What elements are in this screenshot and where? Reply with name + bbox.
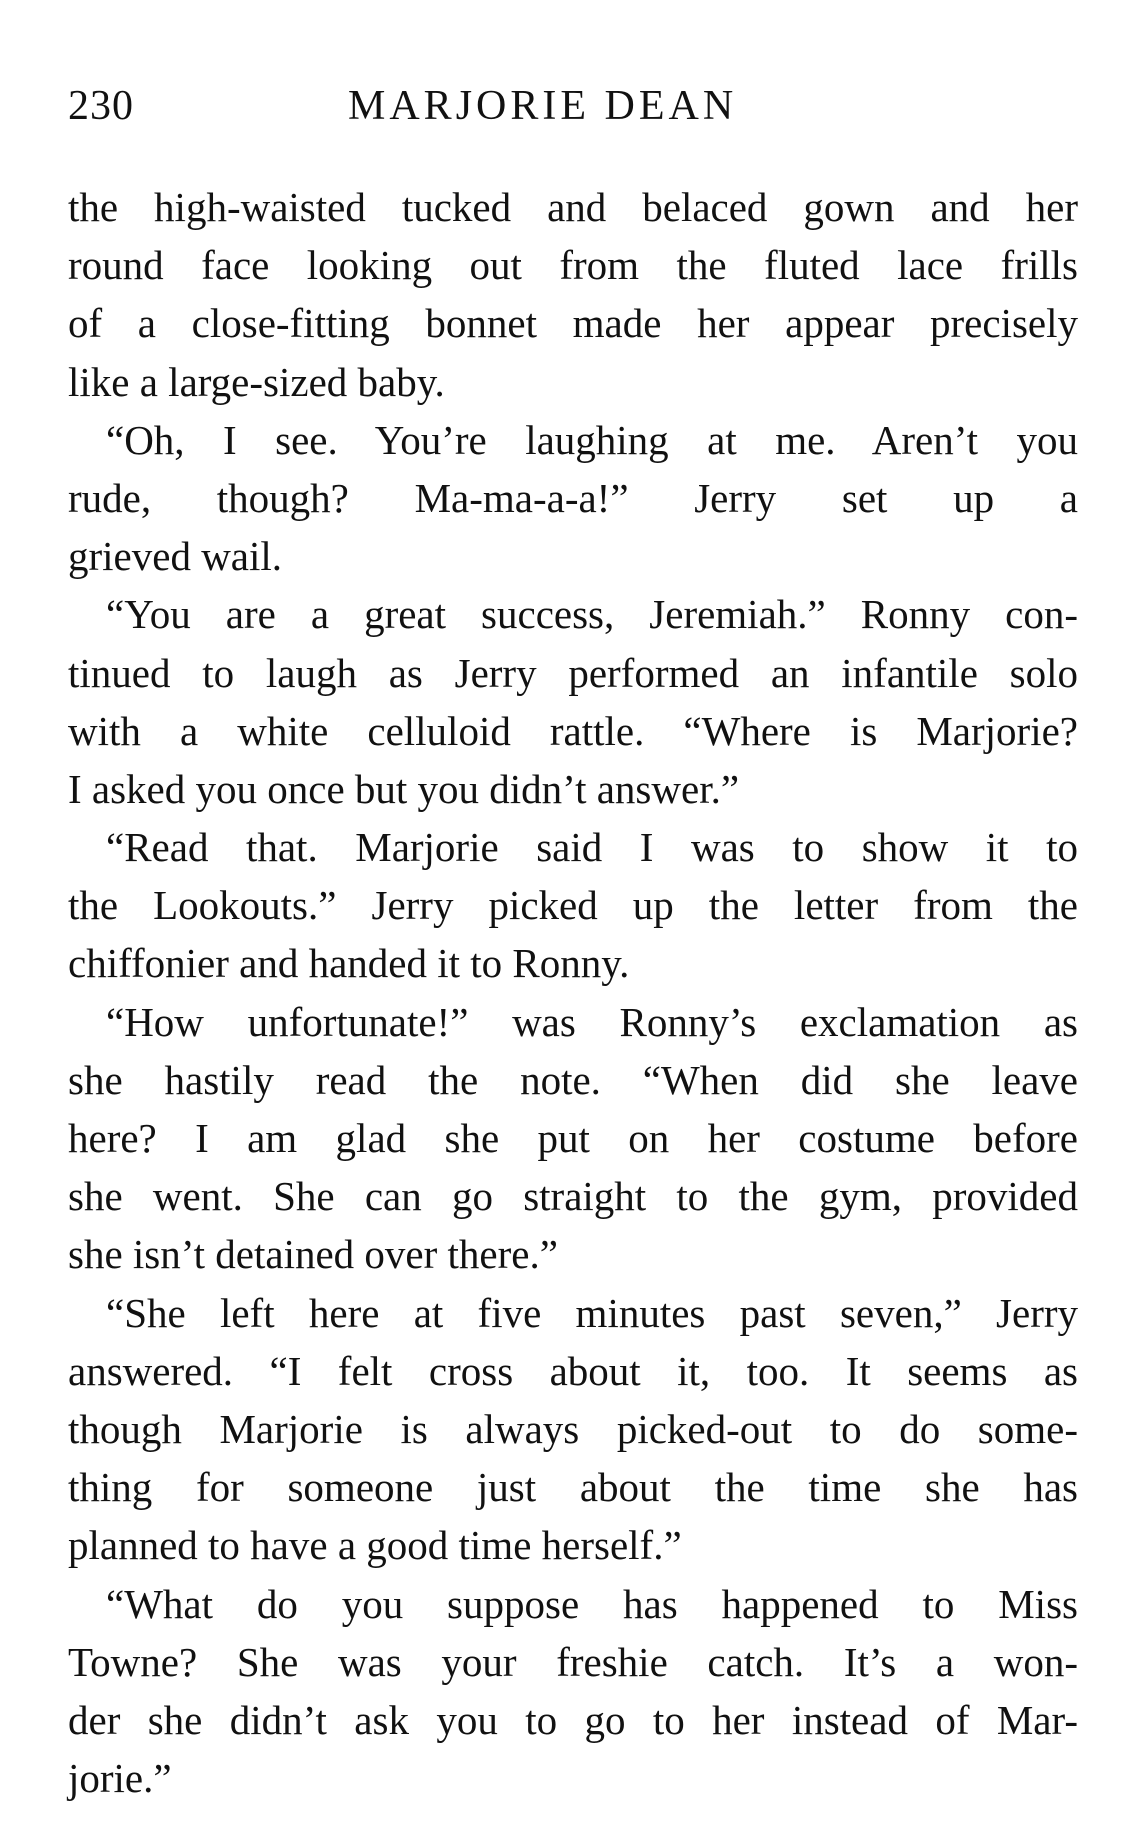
text-line: round face looking out from the fluted lace frills bbox=[68, 242, 1078, 289]
text-line: “You are a great success, Jeremiah.” Ronny con- bbox=[106, 591, 1078, 638]
text-line: “Read that. Marjorie said I was to show it to bbox=[106, 824, 1078, 871]
text-line: I asked you once but you didn’t answer.” bbox=[68, 765, 740, 812]
text-line: der she didn’t ask you to go to her instead of Mar- bbox=[68, 1696, 1078, 1743]
text-line: the high-waisted tucked and belaced gown and her bbox=[68, 184, 1078, 230]
text-line: like a large-sized baby. bbox=[68, 358, 445, 405]
text-line: she isn’t detained over there.” bbox=[68, 1231, 558, 1278]
text-line: jorie.” bbox=[68, 1755, 172, 1802]
body-text bbox=[68, 178, 1078, 1807]
text-line: “Oh, I see. You’re laughing at me. Aren’t you bbox=[106, 416, 1078, 463]
text-line: Towne? She was your freshie catch. It’s a won- bbox=[68, 1638, 1078, 1685]
text-line: chiffonier and handed it to Ronny. bbox=[68, 940, 630, 987]
text-line: with a white celluloid rattle. “Where is Marjorie? bbox=[68, 707, 1078, 754]
text-line: the Lookouts.” Jerry picked up the letter from the bbox=[68, 882, 1078, 929]
text-line: rude, though? Ma-ma-a-a!” Jerry set up a bbox=[68, 474, 1078, 521]
text-line: planned to have a good time herself.” bbox=[68, 1522, 682, 1569]
text-line: “She left here at five minutes past seven,” Jerry bbox=[106, 1289, 1078, 1336]
text-line: here? I am glad she put on her costume before bbox=[68, 1115, 1078, 1161]
text-line: she went. She can go straight to the gym, provided bbox=[68, 1173, 1078, 1220]
book-title: MARJORIE DEAN bbox=[348, 83, 738, 129]
text-line: grieved wail. bbox=[68, 533, 283, 580]
text-line: thing for someone just about the time she has bbox=[68, 1464, 1078, 1511]
text-line: though Marjorie is always picked-out to do some- bbox=[68, 1405, 1078, 1452]
text-line: “How unfortunate!” was Ronny’s exclamation as bbox=[106, 998, 1078, 1045]
text-line: answered. “I felt cross about it, too. It seems as bbox=[68, 1347, 1078, 1394]
text-line: she hastily read the note. “When did she leave bbox=[68, 1056, 1078, 1103]
text-line: tinued to laugh as Jerry performed an infantile solo bbox=[68, 649, 1078, 696]
page-number: 230 bbox=[68, 83, 134, 129]
text-line: of a close-fitting bonnet made her appear precisely bbox=[68, 300, 1078, 347]
text-line: “What do you suppose has happened to Miss bbox=[106, 1580, 1078, 1627]
running-head bbox=[68, 82, 1078, 142]
